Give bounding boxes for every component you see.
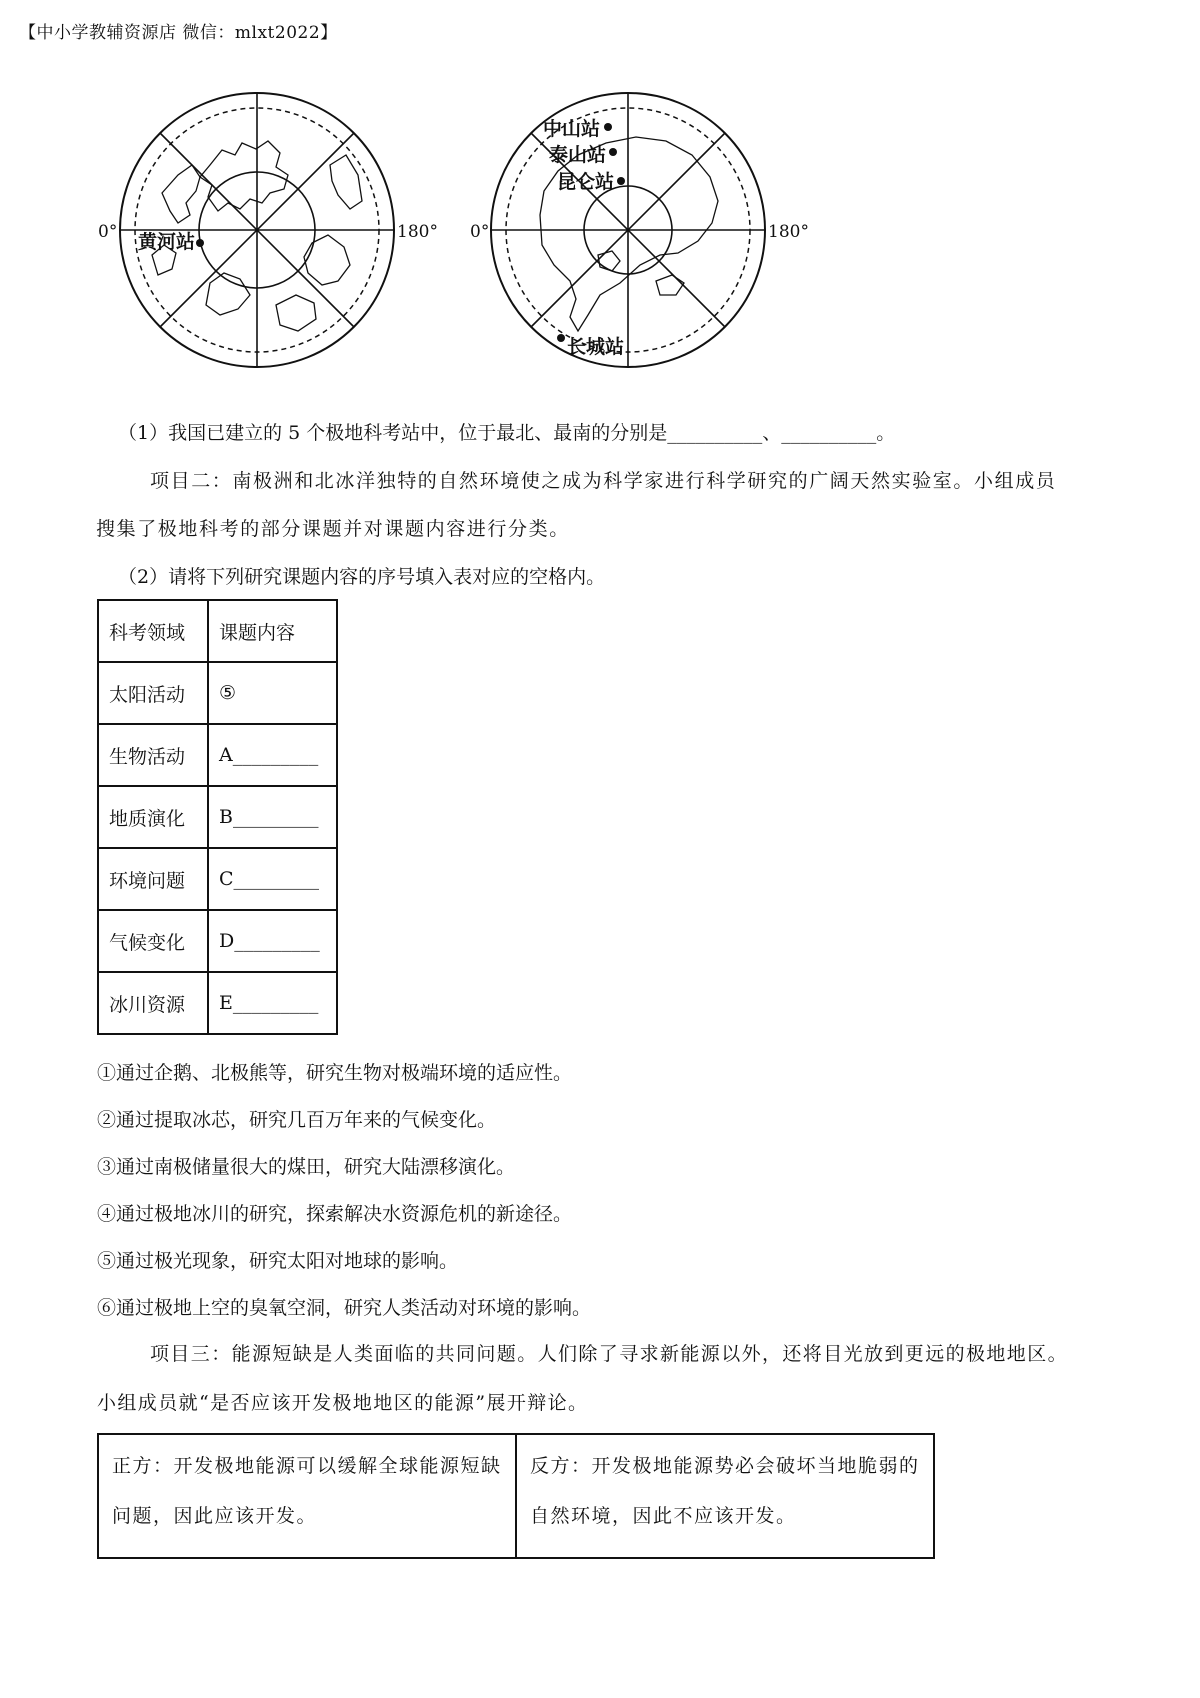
label-huanghe: 黄河站: [138, 231, 196, 253]
list-item: ⑤通过极光现象，研究太阳对地球的影响。: [97, 1250, 459, 1272]
table-cell-field: 太阳活动: [98, 662, 208, 724]
list-item: ④通过极地冰川的研究，探索解决水资源危机的新途径。: [97, 1203, 573, 1225]
classification-table: [97, 599, 338, 1035]
polar-maps-figure: [100, 105, 1000, 415]
table-cell-field: 气候变化: [98, 910, 208, 972]
project-3-line-1: 项目三：能源短缺是人类面临的共同问题。人们除了寻求新能源以外，还将目光放到更远的极地地区。: [150, 1343, 1069, 1365]
label-taishan: 泰山站: [549, 144, 607, 166]
table-cell-blank[interactable]: D_________: [208, 910, 337, 972]
topic-list: [97, 1058, 591, 1340]
deg-0-right: 0°: [470, 222, 490, 242]
polar-maps: [100, 105, 1000, 415]
table-row: [98, 910, 337, 972]
arctic-map: [98, 93, 438, 367]
project-2-line-1: 项目二：南极洲和北冰洋独特的自然环境使之成为科学家进行科学研究的广阔天然实验室。小组成员: [150, 470, 1057, 492]
table-row: [98, 848, 337, 910]
label-zhongshan: 中山站: [543, 118, 601, 140]
table-cell-blank[interactable]: A_________: [208, 724, 337, 786]
list-item: ③通过南极储量很大的煤田，研究大陆漂移演化。: [97, 1156, 516, 1178]
list-item: ⑥通过极地上空的臭氧空洞，研究人类活动对环境的影响。: [97, 1297, 592, 1319]
table-cell-field: 地质演化: [98, 786, 208, 848]
table-cell-blank[interactable]: C_________: [208, 848, 337, 910]
label-kunlun: 昆仑站: [557, 171, 615, 193]
project-2-line-2: 搜集了极地科考的部分课题并对课题内容进行分类。: [96, 518, 570, 540]
table-row: [98, 724, 337, 786]
antarctic-map: [470, 93, 809, 367]
deg-180-left: 180°: [397, 222, 438, 242]
table-row: [98, 972, 337, 1034]
table-cell-blank[interactable]: E_________: [208, 972, 337, 1034]
debate-row: [98, 1434, 934, 1558]
debate-pro: 正方：开发极地能源可以缓解全球能源短缺问题，因此应该开发。: [98, 1434, 516, 1558]
table-cell-field: 环境问题: [98, 848, 208, 910]
deg-180-right: 180°: [768, 222, 809, 242]
list-item: ②通过提取冰芯，研究几百万年来的气候变化。: [97, 1109, 497, 1131]
table-cell-field: 生物活动: [98, 724, 208, 786]
deg-0-left: 0°: [98, 222, 118, 242]
table-header: 课题内容: [208, 600, 337, 662]
list-item: ①通过企鹅、北极熊等，研究生物对极端环境的适应性。: [97, 1062, 573, 1084]
table-row: [98, 662, 337, 724]
label-changcheng: 长城站: [567, 336, 625, 358]
debate-con: 反方：开发极地能源势必会破坏当地脆弱的自然环境，因此不应该开发。: [516, 1434, 934, 1558]
table-cell-field: 冰川资源: [98, 972, 208, 1034]
table-header: 科考领域: [98, 600, 208, 662]
table-cell-content: ⑤: [208, 662, 337, 724]
page-header: 【中小学教辅资源店 微信：mlxt2022】: [19, 23, 338, 43]
question-1: （1）我国已建立的 5 个极地科考站中，位于最北、最南的分别是__________、__________。: [118, 422, 896, 444]
table-header-row: [98, 600, 337, 662]
question-2: （2）请将下列研究课题内容的序号填入表对应的空格内。: [118, 566, 606, 588]
debate-table: [97, 1433, 935, 1559]
table-cell-blank[interactable]: B_________: [208, 786, 337, 848]
project-3-line-2: 小组成员就“是否应该开发极地地区的能源”展开辩论。: [97, 1392, 589, 1414]
table-row: [98, 786, 337, 848]
